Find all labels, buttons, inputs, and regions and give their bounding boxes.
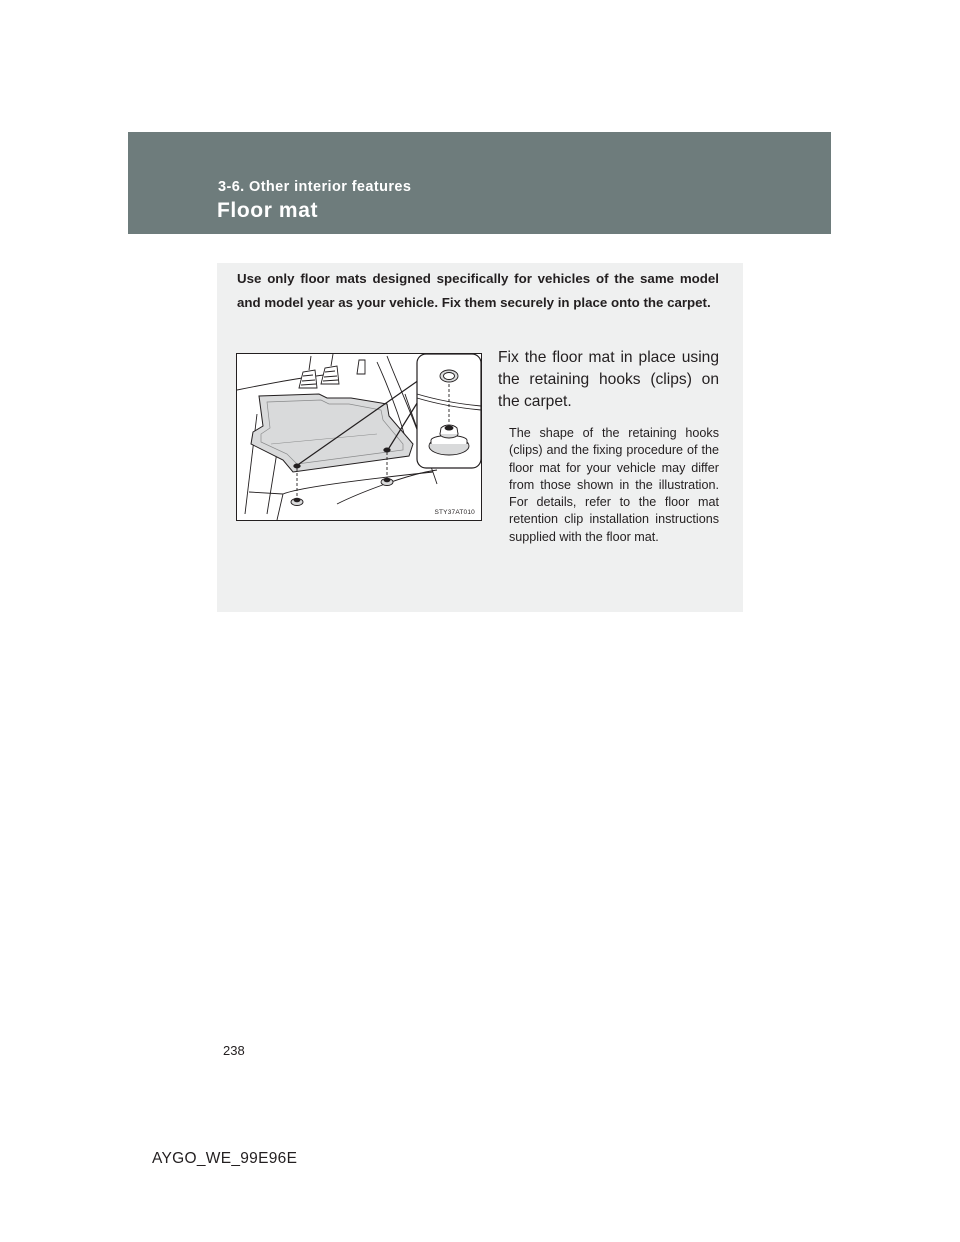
floor-mat-illustration [236, 353, 482, 521]
header-band [128, 132, 831, 234]
content-box [217, 263, 743, 612]
note-text: The shape of the retaining hooks (clips) and the fixing procedure of the floor mat for your vehicle may differ from those shown in the illustration. For details, refer to the floor mat retention clip installation instructions supplied with the floor mat. [509, 426, 719, 544]
document-code: AYGO_WE_99E96E [152, 1150, 298, 1167]
page-number: 238 [223, 1043, 245, 1058]
instruction-text: Fix the floor mat in place using the retaining hooks (clips) on the carpet. [498, 349, 719, 410]
section-label: 3-6. Other interior features [218, 179, 412, 195]
page-title: Floor mat [217, 199, 319, 222]
floor-mat-drawing [237, 354, 481, 520]
intro-paragraph: Use only floor mats designed specifically for vehicles of the same model and model year as your vehicle. Fix them securely in place onto the carpet. [237, 271, 719, 310]
figure-code: STY37AT010 [434, 509, 475, 516]
